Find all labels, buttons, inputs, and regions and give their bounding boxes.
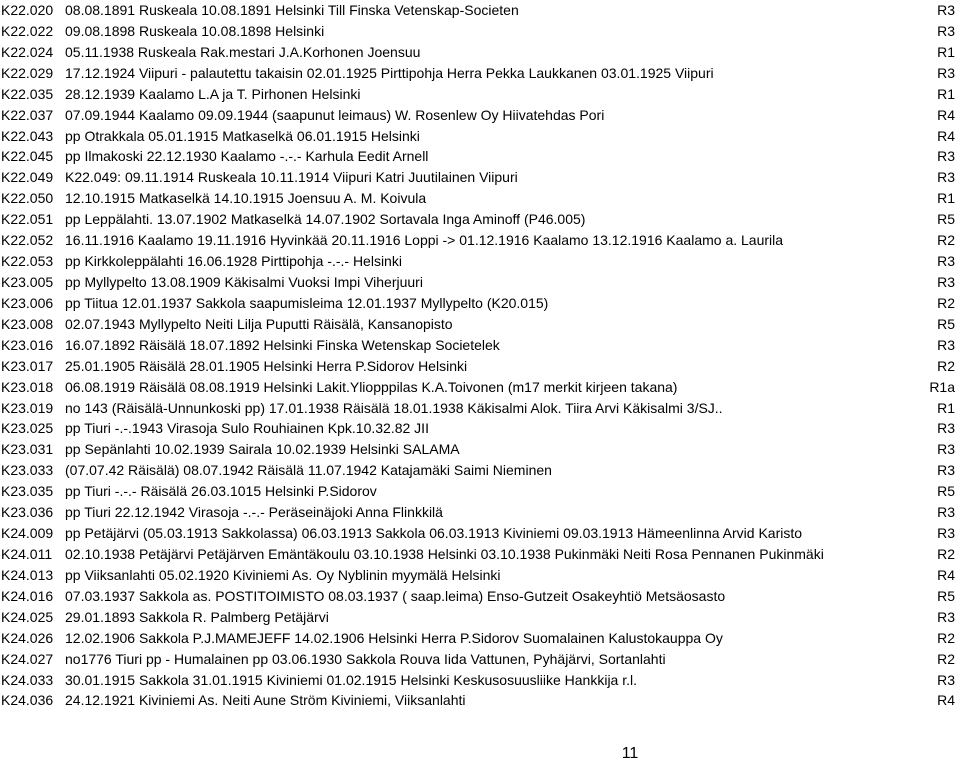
list-item (0, 105, 960, 126)
item-rarity-class: R3 (937, 253, 955, 270)
item-rarity-class: R2 (937, 629, 955, 646)
item-rarity-class: R3 (937, 169, 955, 186)
item-code: K22.045 (1, 148, 54, 165)
item-rarity-class: R1 (937, 190, 955, 207)
item-code: K24.011 (1, 545, 53, 562)
list-item (0, 418, 960, 439)
item-rarity-class: R5 (937, 587, 955, 604)
item-description: 07.09.1944 Kaalamo 09.09.1944 (saapunut leimaus) W. Rosenlew Oy Hiivatehdas Pori (65, 106, 605, 123)
item-code: K23.017 (1, 357, 54, 374)
item-code: K23.035 (1, 483, 54, 500)
item-code: K22.049 (1, 169, 54, 186)
item-rarity-class: R3 (937, 2, 955, 18)
list-item (0, 272, 960, 293)
item-description: 05.11.1938 Ruskeala Rak.mestari J.A.Korhonen Joensuu (65, 43, 421, 60)
list-item (0, 146, 960, 167)
item-rarity-class: R3 (937, 671, 955, 688)
item-rarity-class: R3 (937, 462, 955, 479)
item-code: K22.051 (1, 211, 54, 228)
item-code: K24.009 (1, 525, 54, 542)
item-code: K24.033 (1, 671, 54, 688)
item-code: K22.029 (1, 64, 54, 81)
list-item (0, 690, 960, 711)
item-description: pp Tiitua 12.01.1937 Sakkola saapumisleima 12.01.1937 Myllypelto (K20.015) (65, 294, 549, 311)
item-rarity-class: R1a (929, 378, 955, 395)
item-code: K22.043 (1, 127, 54, 144)
item-description: pp Tiuri 22.12.1942 Virasoja -.-.- Peräseinäjoki Anna Flinkkilä (65, 504, 443, 521)
list-item (0, 628, 960, 649)
item-description: pp Leppälahti. 13.07.1902 Matkaselkä 14.07.1902 Sortavala Inga Aminoff (P46.005) (65, 211, 586, 228)
item-code: K22.020 (1, 2, 54, 18)
item-rarity-class: R3 (937, 504, 955, 521)
item-description: no1776 Tiuri pp - Humalainen pp 03.06.1930 Sakkola Rouva Iida Vattunen, Pyhäjärvi, Sortanlahti (65, 650, 666, 667)
item-code: K22.022 (1, 22, 54, 39)
item-rarity-class: R2 (937, 357, 955, 374)
item-rarity-class: R2 (937, 294, 955, 311)
item-description: 17.12.1924 Viipuri - palautettu takaisin 02.01.1925 Pirttipohja Herra Pekka Laukkanen 03.01.1925 Viipuri (65, 64, 714, 81)
item-code: K22.037 (1, 106, 54, 123)
item-rarity-class: R1 (937, 43, 955, 60)
list-item (0, 481, 960, 502)
item-rarity-class: R5 (937, 483, 955, 500)
item-description: 25.01.1905 Räisälä 28.01.1905 Helsinki Herra P.Sidorov Helsinki (65, 357, 468, 374)
item-rarity-class: R2 (937, 545, 955, 562)
item-rarity-class: R2 (937, 650, 955, 667)
item-rarity-class: R4 (937, 106, 955, 123)
item-code: K23.019 (1, 399, 54, 416)
list-item (0, 356, 960, 377)
item-rarity-class: R3 (937, 441, 955, 458)
list-item (0, 398, 960, 419)
list-item (0, 523, 960, 544)
item-description: 09.08.1898 Ruskeala 10.08.1898 Helsinki (65, 22, 325, 39)
list-item (0, 377, 960, 398)
item-rarity-class: R3 (937, 64, 955, 81)
list-item (0, 565, 960, 586)
list-item (0, 607, 960, 628)
item-code: K23.036 (1, 504, 54, 521)
item-code: K23.025 (1, 420, 54, 437)
item-description: pp Ilmakoski 22.12.1930 Kaalamo -.-.- Karhula Eedit Arnell (65, 148, 429, 165)
item-rarity-class: R4 (937, 127, 955, 144)
list-item (0, 439, 960, 460)
item-description: 16.07.1892 Räisälä 18.07.1892 Helsinki Finska Wetenskap Societelek (65, 336, 500, 353)
item-description: 12.10.1915 Matkaselkä 14.10.1915 Joensuu A. M. Koivula (65, 190, 427, 207)
item-code: K24.025 (1, 608, 54, 625)
item-code: K23.006 (1, 294, 54, 311)
list-item (0, 42, 960, 63)
item-description: 30.01.1915 Sakkola 31.01.1915 Kiviniemi 01.02.1915 Helsinki Keskusosuusliike Hankkija r.l. (65, 671, 638, 688)
item-rarity-class: R3 (937, 525, 955, 542)
item-code: K23.018 (1, 378, 54, 395)
item-code: K23.016 (1, 336, 54, 353)
item-rarity-class: R3 (937, 336, 955, 353)
item-description: pp Sepänlahti 10.02.1939 Sairala 10.02.1939 Helsinki SALAMA (65, 441, 460, 458)
item-code: K22.024 (1, 43, 54, 60)
list-item (0, 84, 960, 105)
item-description: pp Otrakkala 05.01.1915 Matkaselkä 06.01.1915 Helsinki (65, 127, 420, 144)
item-code: K23.008 (1, 315, 54, 332)
list-item (0, 314, 960, 335)
list-item (0, 209, 960, 230)
item-rarity-class: R3 (937, 22, 955, 39)
item-rarity-class: R3 (937, 420, 955, 437)
item-description: pp Tiuri -.-.- Räisälä 26.03.1015 Helsinki P.Sidorov (65, 483, 377, 500)
item-description: 02.10.1938 Petäjärvi Petäjärven Emäntäkoulu 03.10.1938 Helsinki 03.10.1938 Pukinmäki Neiti Rosa Pennanen Pukinmäki (65, 545, 824, 562)
item-description: 28.12.1939 Kaalamo L.A ja T. Pirhonen Helsinki (65, 85, 361, 102)
item-description: (07.07.42 Räisälä) 08.07.1942 Räisälä 11.07.1942 Katajamäki Saimi Nieminen (65, 462, 552, 479)
list-item (0, 0, 960, 21)
item-description: 08.08.1891 Ruskeala 10.08.1891 Helsinki Till Finska Vetenskap-Societen (65, 2, 519, 18)
item-description: 07.03.1937 Sakkola as. POSTITOIMISTO 08.03.1937 ( saap.leima) Enso-Gutzeit Osakeyhtiö Metsäosasto (65, 587, 726, 604)
item-description: 24.12.1921 Kiviniemi As. Neiti Aune Ström Kiviniemi, Viiksanlahti (65, 692, 466, 709)
item-code: K24.027 (1, 650, 54, 667)
item-rarity-class: R4 (937, 692, 955, 709)
item-code: K23.033 (1, 462, 54, 479)
item-code: K22.053 (1, 253, 54, 270)
list-item (0, 63, 960, 84)
list-item (0, 21, 960, 42)
item-code: K24.026 (1, 629, 54, 646)
item-rarity-class: R3 (937, 273, 955, 290)
page-number: 11 (621, 745, 639, 762)
list-item (0, 460, 960, 481)
item-description: no 143 (Räisälä-Unnunkoski pp) 17.01.1938 Räisälä 18.01.1938 Käkisalmi Alok. Tiira Arvi Käkisalmi 3/SJ.. (65, 399, 723, 416)
item-description: 29.01.1893 Sakkola R. Palmberg Petäjärvi (65, 608, 329, 625)
item-rarity-class: R3 (937, 608, 955, 625)
item-rarity-class: R3 (937, 148, 955, 165)
item-code: K23.005 (1, 273, 54, 290)
list-item (0, 502, 960, 523)
list-item (0, 126, 960, 147)
list-item (0, 670, 960, 691)
item-code: K22.050 (1, 190, 54, 207)
list-item (0, 335, 960, 356)
list-item (0, 586, 960, 607)
list-item (0, 649, 960, 670)
item-description: pp Tiuri -.-.1943 Virasoja Sulo Rouhiainen Kpk.10.32.82 JII (65, 420, 429, 437)
item-rarity-class: R4 (937, 566, 955, 583)
list-item (0, 293, 960, 314)
item-description: 12.02.1906 Sakkola P.J.MAMEJEFF 14.02.1906 Helsinki Herra P.Sidorov Suomalainen Kalustokauppa Oy (65, 629, 723, 646)
item-rarity-class: R5 (937, 211, 955, 228)
item-code: K24.036 (1, 692, 54, 709)
item-description: pp Kirkkoleppälahti 16.06.1928 Pirttipohja -.-.- Helsinki (65, 253, 402, 270)
item-description: 02.07.1943 Myllypelto Neiti Lilja Puputti Räisälä, Kansanopisto (65, 315, 453, 332)
list-item (0, 251, 960, 272)
item-description: pp Petäjärvi (05.03.1913 Sakkolassa) 06.03.1913 Sakkola 06.03.1913 Kiviniemi 09.03.1913 Hämeenlinna Arvid Karisto (65, 525, 803, 542)
item-description: 16.11.1916 Kaalamo 19.11.1916 Hyvinkää 20.11.1916 Loppi -> 01.12.1916 Kaalamo 13.12.1916 Kaalamo a. Laurila (65, 232, 784, 249)
list-item (0, 167, 960, 188)
item-rarity-class: R2 (937, 232, 955, 249)
item-description: pp Viiksanlahti 05.02.1920 Kiviniemi As. Oy Nyblinin myymälä Helsinki (65, 566, 501, 583)
item-rarity-class: R1 (937, 85, 955, 102)
item-description: K22.049: 09.11.1914 Ruskeala 10.11.1914 Viipuri Katri Juutilainen Viipuri (65, 169, 518, 186)
item-description: 06.08.1919 Räisälä 08.08.1919 Helsinki Lakit.Yliopppilas K.A.Toivonen (m17 merkit kirjeen takana) (65, 378, 678, 395)
item-code: K22.052 (1, 232, 54, 249)
list-item (0, 544, 960, 565)
item-code: K23.031 (1, 441, 54, 458)
item-description: pp Myllypelto 13.08.1909 Käkisalmi Vuoksi Impi Viherjuuri (65, 273, 423, 290)
item-code: K24.013 (1, 566, 54, 583)
item-code: K24.016 (1, 587, 54, 604)
list-item (0, 188, 960, 209)
item-rarity-class: R5 (937, 315, 955, 332)
list-item (0, 230, 960, 251)
item-code: K22.035 (1, 85, 54, 102)
item-rarity-class: R1 (937, 399, 955, 416)
